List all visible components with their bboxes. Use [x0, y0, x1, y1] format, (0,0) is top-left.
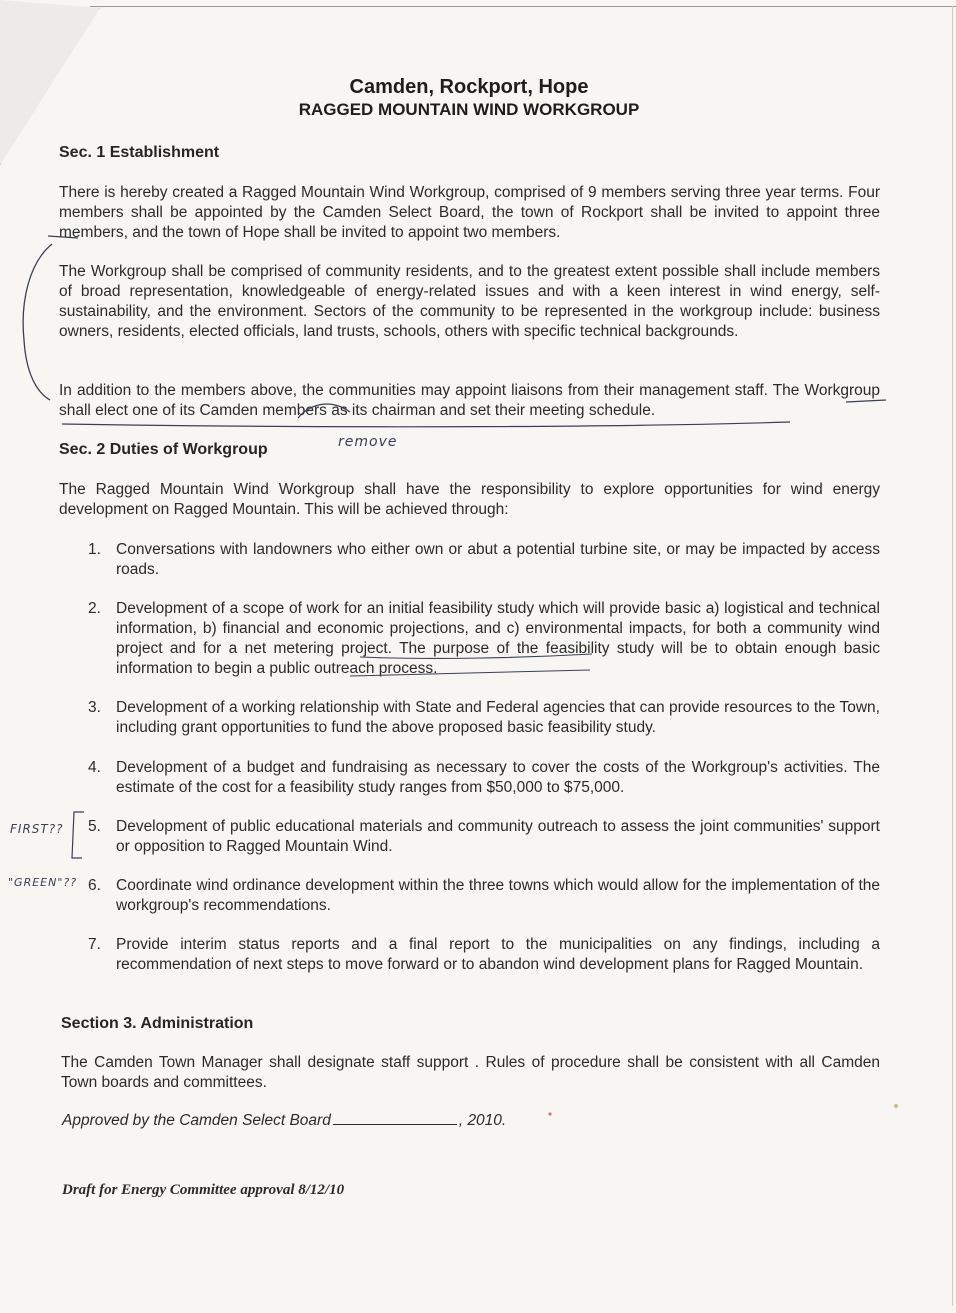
sec2-heading: Sec. 2 Duties of Workgroup [59, 441, 268, 458]
sec1-paragraph-2: The Workgroup shall be comprised of community residents, and to the greatest extent possible shall include members of broad representation, knowledgeable of energy-related issues and with a keen interest in wind energy, self-sustainability, and the environment. Sectors of the community to be represented in the workgroup include: business owners, residents, elected officials, land trusts, schools, others with specific technical backgrounds. [59, 263, 880, 340]
handwritten-green: "GREEN"?? [8, 876, 78, 889]
list-text: Conversations with landowners who either own or abut a potential turbine site, or may be impacted by access roads. [116, 541, 880, 578]
list-text: Development of a budget and fundraising as necessary to cover the costs of the Workgroup's activities. The estimate of the cost for a feasibility study ranges from $50,000 to $75,000. [116, 759, 880, 796]
list-number: 4. [88, 759, 101, 776]
list-number: 1. [88, 541, 101, 558]
list-text: Provide interim status reports and a final report to the municipalities on any findings, including a recommendation of next steps to move forward or to abandon wind development plans for Ragged Mountain. [116, 936, 880, 973]
list-text: Coordinate wind ordinance development within the three towns which would allow for the implementation of the workgroup's recommendations. [116, 877, 880, 914]
list-number: 6. [88, 877, 101, 894]
handwritten-remove: remove [338, 434, 398, 450]
sec1-heading: Sec. 1 Establishment [59, 144, 220, 161]
draft-note: Draft for Energy Committee approval 8/12/10 [62, 1182, 345, 1198]
approval-suffix: , 2010. [458, 1112, 507, 1129]
document-subtitle: RAGGED MOUNTAIN WIND WORKGROUP [298, 100, 640, 119]
list-number: 5. [88, 818, 101, 835]
approval-prefix: Approved by the Camden Select Board [62, 1112, 331, 1129]
sec3-paragraph: The Camden Town Manager shall designate staff support . Rules of procedure shall be consistent with all Camden Town boards and committees. [61, 1054, 880, 1091]
sec1-paragraph-1: There is hereby created a Ragged Mountain Wind Workgroup, comprised of 9 members serving three year terms. Four members shall be appointed by the Camden Select Board, the town of Rockport shall be invited to appoint three members, and the town of Hope shall be invited to appoint two members. [59, 184, 880, 241]
sec2-intro: The Ragged Mountain Wind Workgroup shall have the responsibility to explore opportunities for wind energy development on Ragged Mountain. This will be achieved through: [59, 481, 880, 518]
list-number: 3. [88, 699, 101, 716]
list-text: Development of a scope of work for an initial feasibility study which will provide basic a) logistical and technical information, b) financial and economic projections, and c) environmental impacts, for both a community wind project and for a net metering project. The purpose of the feasibility study will be to obtain enough basic information to begin a public outreach process. [116, 600, 880, 677]
document-title: Camden, Rockport, Hope [349, 76, 589, 98]
list-text: Development of a working relationship with State and Federal agencies that can provide resources to the Town, including grant opportunities to fund the above proposed basic feasibility study. [116, 699, 880, 736]
list-number: 2. [88, 600, 101, 617]
list-number: 7. [88, 936, 101, 953]
sec1-paragraph-3: In addition to the members above, the communities may appoint liaisons from their management staff. The Workgroup shall elect one of its Camden members as its chairman and set their meeting schedule. [59, 382, 880, 419]
list-text: Development of public educational materials and community outreach to assess the joint communities' support or opposition to Ragged Mountain Wind. [116, 818, 880, 855]
handwritten-first: FIRST?? [10, 822, 64, 836]
sec3-heading: Section 3. Administration [61, 1015, 254, 1032]
